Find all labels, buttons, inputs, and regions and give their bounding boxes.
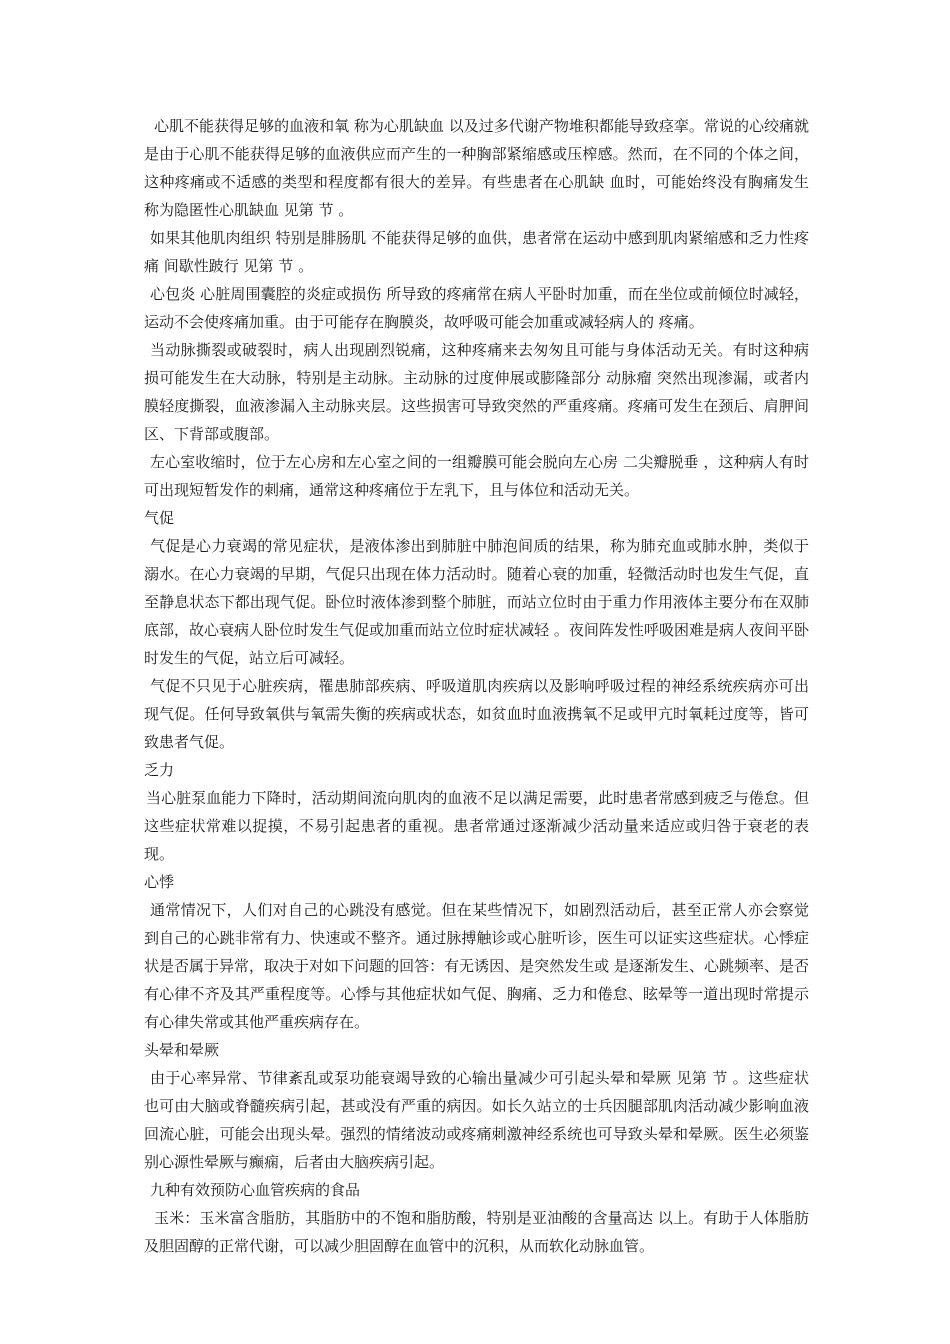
paragraph-intermittent-claudication: 如果其他肌肉组织 特别是腓肠肌 不能获得足够的血供，患者常在运动中感到肌肉紧缩感和乏力性疼痛 间歇性跛行 见第 节 。: [144, 229, 809, 275]
paragraph-dizziness-syncope: 由于心率异常、节律紊乱或泵功能衰竭导致的心输出量减少可引起头晕和晕厥 见第 节 。这些症状也可由大脑或脊髓疾病引起，甚或没有严重的病因。如长久站立的士兵因腿部肌肉活动减少影响血液回流心脏，可能会出现头晕。强烈的情绪波动或疼痛刺激神经系统也可导致头晕和晕厥。医生必须鉴别心源性晕厥与癫痫，后者由大脑疾病引起。: [144, 1069, 809, 1171]
paragraph-pericarditis: 心包炎 心脏周围囊腔的炎症或损伤 所导致的疼痛常在病人平卧时加重，而在坐位或前倾位时减轻，运动不会使疼痛加重。由于可能存在胸膜炎，故呼吸可能会加重或减轻病人的 疼痛。: [144, 285, 809, 331]
paragraph-dyspnea-heart-failure: 气促是心力衰竭的常见症状，是液体渗出到肺脏中肺泡间质的结果，称为肺充血或肺水肿，类似于溺水。在心力衰竭的早期，气促只出现在体力活动时。随着心衰的加重，轻微活动时也发生气促，直至静息状态下都出现气促。卧位时液体渗到整个肺脏，而站立位时由于重力作用液体主要分布在双肺底部，故心衰病人卧位时发生气促或加重而站立位时症状减轻 。夜间阵发性呼吸困难是病人夜间平卧时发生的气促，站立后可减轻。: [144, 537, 809, 667]
section-heading-dizziness-syncope: 头晕和晕厥: [144, 1041, 220, 1059]
paragraph-myocardial-ischemia: 心肌不能获得足够的血液和氧 称为心肌缺血 以及过多代谢产物堆积都能导致痉挛。常说的心绞痛就是由于心肌不能获得足够的血液供应而产生的一种胸部紧缩感或压榨感。然而，在不同的个体之间，这种疼痛或不适感的类型和程度都有很大的差异。有些患者在心肌缺 血时，可能始终没有胸痛发生 称为隐匿性心肌缺血 见第 节 。: [144, 117, 809, 219]
paragraph-corn: 玉米：玉米富含脂肪，其脂肪中的不饱和脂肪酸，特别是亚油酸的含量高达 以上。有助于人体脂肪及胆固醇的正常代谢，可以减少胆固醇在血管中的沉积，从而软化动脉血管。: [144, 1209, 809, 1255]
document-body: [144, 112, 809, 1260]
section-title-nine-foods: 九种有效预防心血管疾病的食品: [150, 1181, 361, 1199]
section-heading-palpitations: 心悸: [144, 873, 175, 891]
section-heading-dyspnea: 气促: [144, 509, 175, 527]
paragraph-fatigue: 当心脏泵血能力下降时，活动期间流向肌肉的血液不足以满足需要，此时患者常感到疲乏与倦怠。但这些症状常难以捉摸，不易引起患者的重视。患者常通过逐渐减少活动量来适应或归咎于衰老的表现。: [144, 789, 809, 863]
paragraph-dyspnea-other-causes: 气促不只见于心脏疾病，罹患肺部疾病、呼吸道肌肉疾病以及影响呼吸过程的神经系统疾病亦可出现气促。任何导致氧供与氧需失衡的疾病或状态，如贫血时血液携氧不足或甲亢时氧耗过度等，皆可致患者气促。: [144, 677, 809, 751]
paragraph-aortic-dissection: 当动脉撕裂或破裂时，病人出现剧烈锐痛，这种疼痛来去匆匆且可能与身体活动无关。有时这种病损可能发生在大动脉，特别是主动脉。主动脉的过度伸展或膨隆部分 动脉瘤 突然出现渗漏，或者内膜轻度撕裂，血液渗漏入主动脉夹层。这些损害可导致突然的严重疼痛。疼痛可发生在颈后、肩胛间区、下背部或腹部。: [144, 341, 809, 443]
paragraph-mitral-prolapse: 左心室收缩时，位于左心房和左心室之间的一组瓣膜可能会脱向左心房 二尖瓣脱垂 ，这种病人有时可出现短暂发作的刺痛，通常这种疼痛位于左乳下，且与体位和活动无关。: [144, 453, 809, 499]
paragraph-palpitations: 通常情况下，人们对自己的心跳没有感觉。但在某些情况下，如剧烈活动后，甚至正常人亦会察觉到自己的心跳非常有力、快速或不整齐。通过脉搏触诊或心脏听诊，医生可以证实这些症状。心悸症状是否属于异常，取决于对如下问题的回答：有无诱因、是突然发生或 是逐渐发生、心跳频率、是否有心律不齐及其严重程度等。心悸与其他症状如气促、胸痛、乏力和倦怠、眩晕等一道出现时常提示有心律失常或其他严重疾病存在。: [144, 901, 809, 1031]
section-heading-fatigue: 乏力: [144, 761, 175, 779]
